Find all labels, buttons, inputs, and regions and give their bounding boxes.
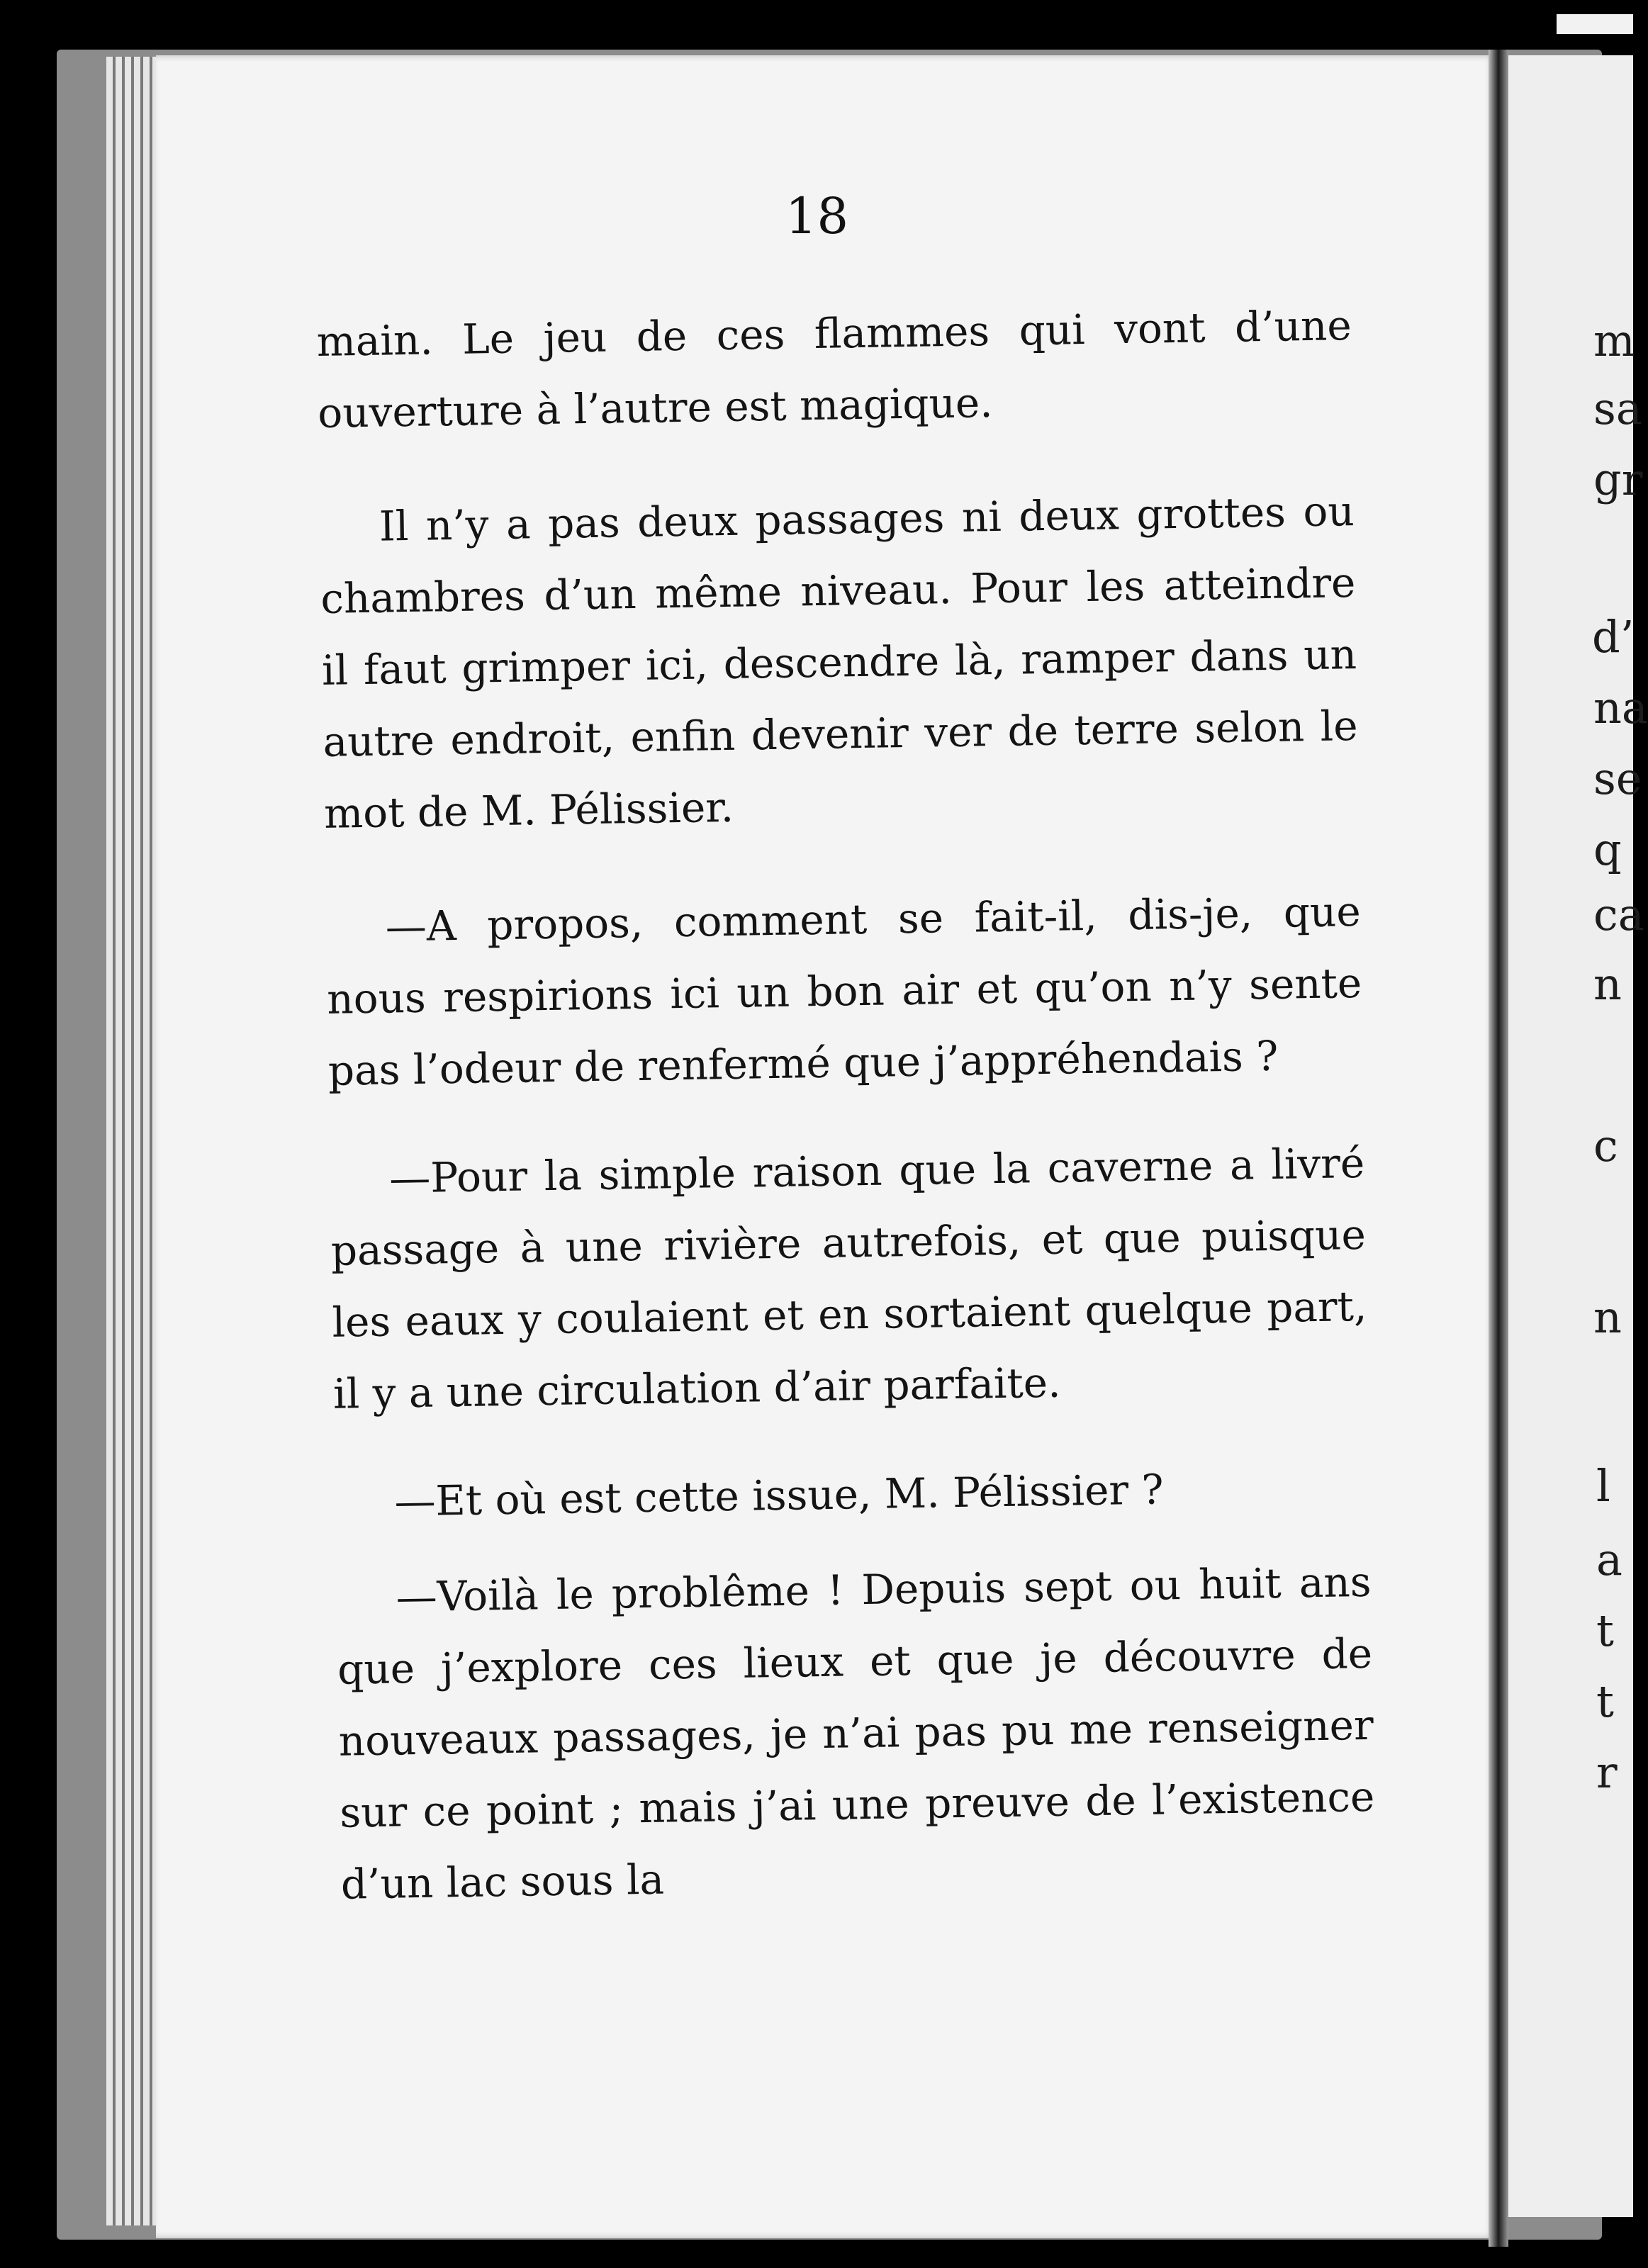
book-gutter (1489, 50, 1508, 2247)
facing-fragment: se (1593, 753, 1642, 804)
facing-fragment: n (1593, 1291, 1622, 1343)
paragraph-1: main. Le jeu de ces flammes qui vont d’une ouverture à l’autre est magique. (316, 301, 1352, 437)
facing-page (1508, 55, 1648, 2217)
facing-fragment: sa (1593, 383, 1642, 434)
facing-fragment: r (1596, 1746, 1618, 1798)
facing-fragment: t (1596, 1605, 1614, 1656)
paragraph-5: —Et où est cette issue, M. Pélissier ? (393, 1465, 1165, 1526)
facing-fragment: n (1593, 958, 1622, 1010)
paragraph-2: Il n’y a pas deux passages ni deux grottes ou chambres d’un même niveau. Pour les atteindre il faut grimper ici, descendre là, ramper dans un autre endroit, enfin devenir ver de terre selon le mot de M. Pélissier. (320, 487, 1359, 838)
right-edge-strip (1557, 14, 1633, 34)
page-text (316, 290, 1377, 1921)
paragraph-6: —Voilà le problême ! Depuis sept ou huit ans que j’explore ces lieux et que je découvre de nouveaux passages, je n’ai pas pu me renseigner sur ce point ; mais j’ai une preuve de l’existence d’un lac sous la (337, 1557, 1375, 1909)
facing-fragment: c (1593, 1120, 1618, 1172)
page-number: 18 (785, 187, 849, 245)
facing-fragment: q (1593, 824, 1622, 875)
paragraph-4: —Pour la simple raison que la caverne a livré passage à une rivière autrefois, et que puisque les eaux y coulaient et en sortaient quelque part, il y a une circulation d’air parfaite. (330, 1138, 1367, 1418)
facing-fragment: d’ (1592, 611, 1635, 663)
facing-fragment: l (1596, 1460, 1610, 1512)
facing-fragment: na (1593, 682, 1648, 734)
facing-fragment: m (1593, 315, 1635, 366)
facing-fragment: t (1596, 1675, 1614, 1727)
paragraph-3: —A propos, comment se fait-il, dis-je, que nous respirions ici un bon air et qu’on n’y sente pas l’odeur de renfermé que j’appréhendais ? (326, 887, 1362, 1095)
facing-fragment: a (1596, 1534, 1622, 1585)
page-edges (106, 57, 156, 2225)
facing-fragment: ca (1593, 889, 1644, 941)
facing-fragment: gr (1593, 454, 1643, 505)
